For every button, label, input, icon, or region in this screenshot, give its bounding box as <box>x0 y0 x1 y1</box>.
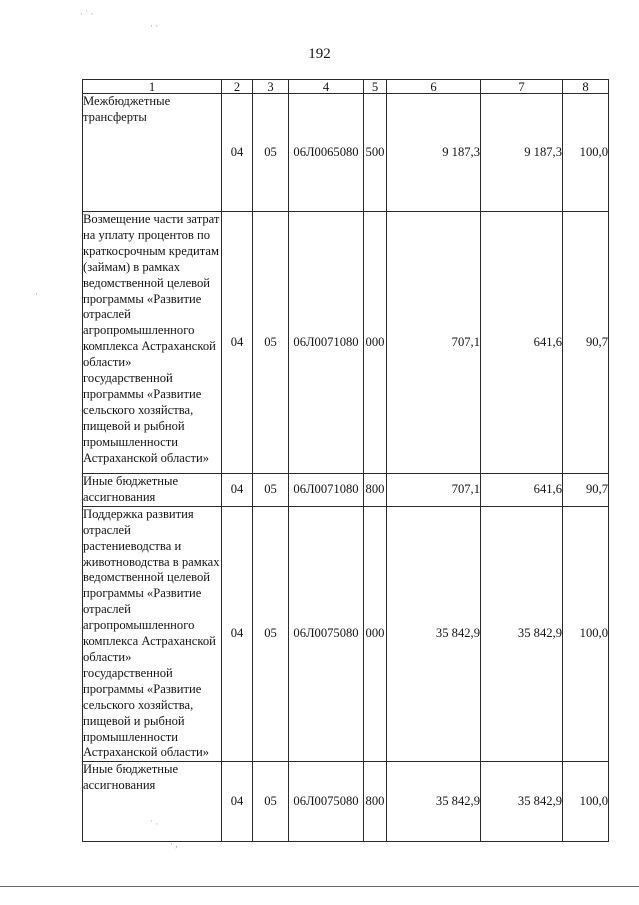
column-header-6: 6 <box>387 80 481 94</box>
cell-subsection: 05 <box>253 212 289 474</box>
row-name: Возмещение части затрат на уплату процентов по краткосрочным кредитам (займам) в рамках ведомственной целевой программы «Развитие отраслей агропромышленного комплекса Астраханской области» государственной программы «Развитие сельского хозяйства, пищевой и рыбной промышленности Астраханской области» <box>83 212 222 474</box>
row-name: Поддержка развития отраслей растениеводства и животноводства в рамках ведомственной целевой программы «Развитие отраслей агропромышленного комплекса Астраханской области» государственной программы «Развитие сельского хозяйства, пищевой и рыбной промышленности Астраханской области» <box>83 506 222 762</box>
cell-expense-type: 500 <box>364 94 387 212</box>
column-header-5: 5 <box>364 80 387 94</box>
column-header-4: 4 <box>289 80 364 94</box>
cell-executed: 9 187,3 <box>481 94 563 212</box>
table-row <box>83 762 609 842</box>
column-header-3: 3 <box>253 80 289 94</box>
page-bottom-edge <box>0 886 639 887</box>
cell-expense-type: 000 <box>364 212 387 474</box>
cell-expense-type: 800 <box>364 474 387 507</box>
row-name: Иные бюджетные ассигнования <box>83 762 222 842</box>
cell-executed: 35 842,9 <box>481 762 563 842</box>
cell-section: 04 <box>222 212 253 474</box>
cell-subsection: 05 <box>253 94 289 212</box>
cell-target-code: 06Л0071080 <box>289 474 364 507</box>
cell-expense-type: 800 <box>364 762 387 842</box>
row-name: Иные бюджетные ассигнования <box>83 474 222 507</box>
scan-noise: · <box>35 289 38 299</box>
scan-noise: · ˙ · <box>80 9 94 19</box>
cell-planned: 9 187,3 <box>387 94 481 212</box>
cell-section: 04 <box>222 762 253 842</box>
row-name: Межбюджетные трансферты <box>83 94 222 212</box>
cell-percent: 100,0 <box>563 94 609 212</box>
cell-expense-type: 000 <box>364 506 387 762</box>
column-header-2: 2 <box>222 80 253 94</box>
budget-table <box>82 79 609 842</box>
cell-percent: 100,0 <box>563 762 609 842</box>
cell-executed: 641,6 <box>481 474 563 507</box>
cell-section: 04 <box>222 474 253 507</box>
scan-noise: · · <box>150 21 159 31</box>
cell-subsection: 05 <box>253 506 289 762</box>
table-row <box>83 212 609 474</box>
column-header-8: 8 <box>563 80 609 94</box>
table-row <box>83 94 609 212</box>
cell-target-code: 06Л0071080 <box>289 212 364 474</box>
cell-section: 04 <box>222 506 253 762</box>
column-header-7: 7 <box>481 80 563 94</box>
cell-subsection: 05 <box>253 762 289 842</box>
cell-executed: 641,6 <box>481 212 563 474</box>
column-header-1: 1 <box>83 80 222 94</box>
cell-executed: 35 842,9 <box>481 506 563 762</box>
cell-planned: 35 842,9 <box>387 762 481 842</box>
header-row <box>83 80 609 94</box>
cell-section: 04 <box>222 94 253 212</box>
cell-target-code: 06Л0065080 <box>289 94 364 212</box>
cell-planned: 707,1 <box>387 212 481 474</box>
cell-target-code: 06Л0075080 <box>289 762 364 842</box>
scan-noise: ˙ · <box>150 819 159 829</box>
table-row <box>83 506 609 762</box>
table-row <box>83 474 609 507</box>
cell-subsection: 05 <box>253 474 289 507</box>
cell-percent: 90,7 <box>563 474 609 507</box>
cell-percent: 100,0 <box>563 506 609 762</box>
cell-planned: 707,1 <box>387 474 481 507</box>
page-number: 192 <box>308 46 331 62</box>
scan-noise: · , <box>170 839 178 849</box>
cell-percent: 90,7 <box>563 212 609 474</box>
cell-planned: 35 842,9 <box>387 506 481 762</box>
cell-target-code: 06Л0075080 <box>289 506 364 762</box>
